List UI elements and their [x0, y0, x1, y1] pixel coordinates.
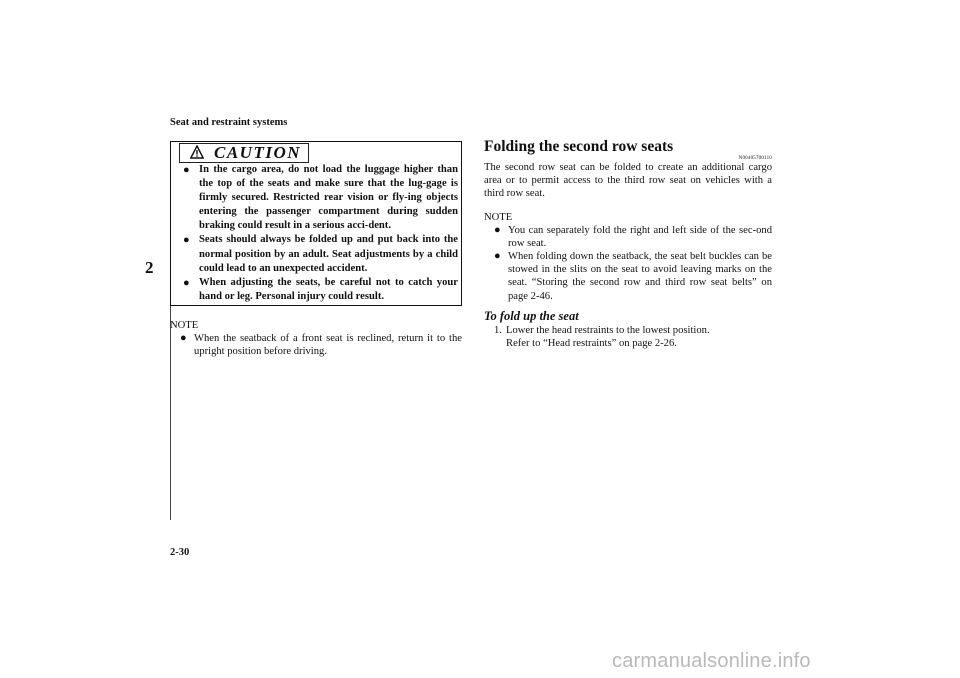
note-item: ● When folding down the seatback, the seat belt buckles can be stowed in the slits on the seat to avoid leaving marks on the seat. “Storing the second row and third row seat belts” on page 2-46.	[494, 250, 772, 302]
caution-title-box	[179, 143, 309, 163]
note-item: ● You can separately fold the right and left side of the sec-ond row seat.	[494, 223, 772, 249]
step-number: 1.	[494, 324, 502, 336]
step-reference: Refer to “Head restraints” on page 2-26.	[506, 338, 677, 350]
step-item	[494, 324, 772, 350]
note-label: NOTE	[484, 211, 513, 223]
caution-item: ● When adjusting the seats, be careful not to catch your hand or leg. Personal injury could result.	[183, 276, 458, 302]
subheading: To fold up the seat	[484, 308, 579, 323]
folding-section	[484, 138, 772, 350]
bullet-icon: ●	[183, 234, 190, 247]
page-number: 2-30	[170, 547, 190, 558]
running-header: Seat and restraint systems	[170, 117, 288, 128]
bullet-icon: ●	[494, 223, 501, 236]
chapter-tab	[130, 145, 171, 520]
warning-triangle-icon	[190, 145, 204, 159]
caution-item: ● In the cargo area, do not load the luggage higher than the top of the seats and make sure that the lug-gage is firmly secured. Restricted rear vision or fly-ing objects entering the passenger compartment during sudden braking could result in a serious acci-dent.	[183, 164, 458, 232]
step-text: Lower the head restraints to the lowest position.	[506, 324, 710, 336]
bullet-icon: ●	[183, 164, 190, 176]
note-label: NOTE	[170, 320, 199, 331]
chapter-number: 2	[145, 258, 154, 277]
note-item: ● When the seatback of a front seat is reclined, return it to the upright position before driving.	[180, 332, 462, 358]
section-title: Folding the second row seats	[484, 138, 674, 155]
bullet-icon: ●	[494, 250, 501, 263]
caution-box	[170, 141, 462, 306]
caution-list	[183, 163, 458, 304]
watermark: carmanualsonline.info	[612, 650, 811, 672]
note-list	[170, 332, 462, 358]
bullet-icon: ●	[183, 276, 190, 289]
section-code: N00405700110	[738, 156, 772, 161]
right-note	[484, 211, 772, 303]
note-list	[484, 224, 772, 303]
left-note	[170, 319, 462, 358]
intro-paragraph: The second row seat can be folded to create an additional cargo area or to permit access to the third row seat on vehicles with a third row seat.	[484, 162, 772, 200]
caution-item: ● Seats should always be folded up and put back into the normal position by an adult. Seat adjustments by a child could lead to an unexpected accident.	[183, 234, 458, 274]
caution-title: CAUTION	[214, 143, 302, 162]
bullet-icon: ●	[180, 332, 187, 344]
